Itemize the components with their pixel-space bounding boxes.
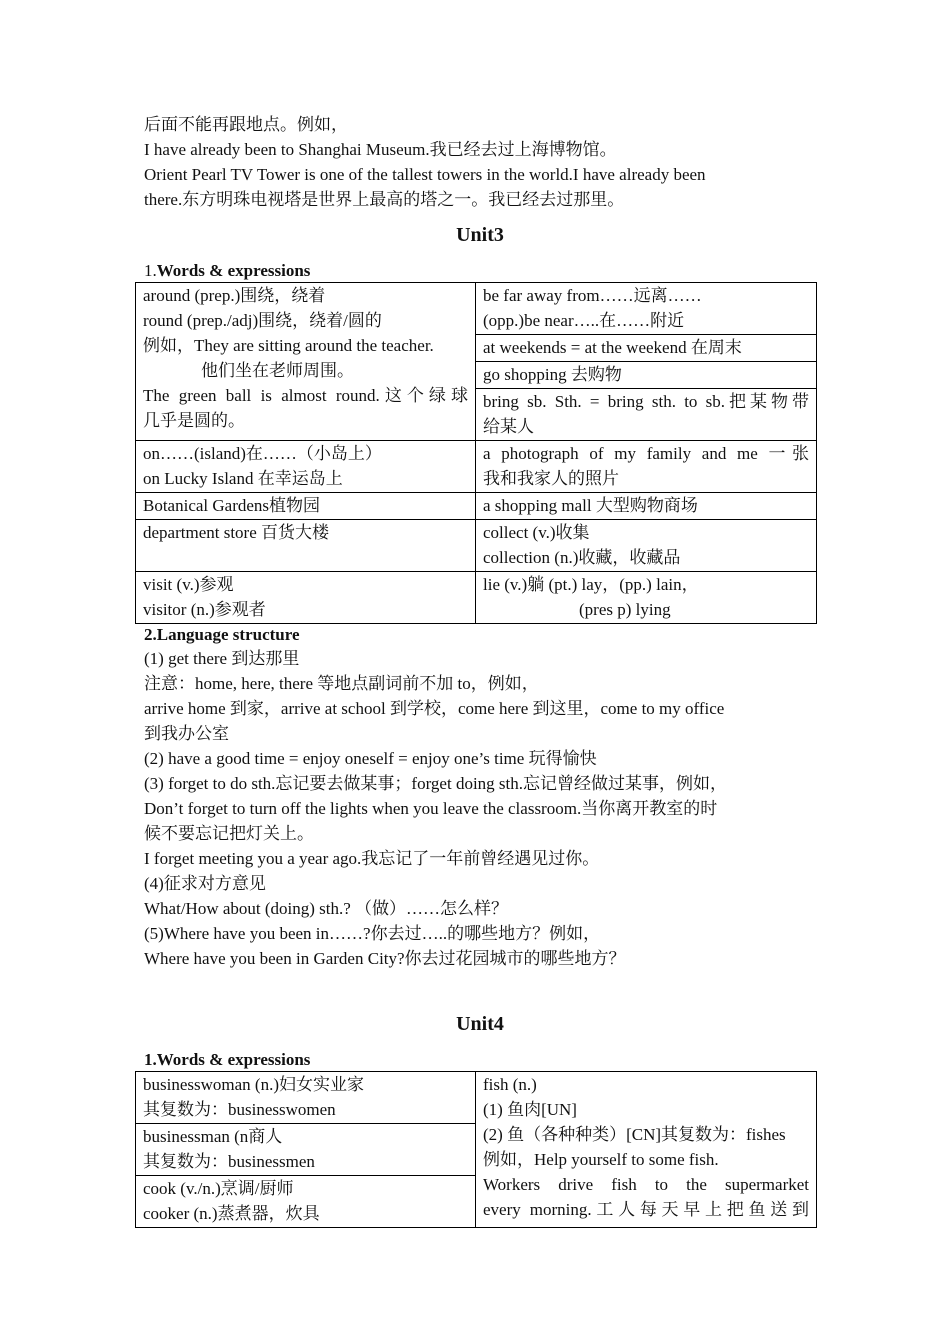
structure-line: What/How about (doing) sth.? （做）……怎么样？: [144, 899, 509, 918]
unit3-cell: [476, 441, 817, 493]
structure-line: I forget meeting you a year ago.我忘记了一年前曾经遇见过你。: [144, 849, 600, 868]
unit3-vocab-table: [135, 282, 817, 624]
unit4-cell: [136, 1072, 476, 1124]
unit3-structure-label-text: 2.Language structure: [144, 625, 300, 644]
unit3-title: Unit3: [456, 224, 504, 246]
unit3-cell: [476, 335, 817, 362]
unit3-cell: [476, 389, 817, 441]
cell-line: visitor (n.)参观者: [143, 600, 266, 619]
structure-line: 到我办公室: [144, 724, 229, 743]
cell-line: 其复数为：businessmen: [143, 1152, 315, 1171]
cell-line: Workers drive fish to the supermarket: [483, 1175, 809, 1194]
unit3-cell: [136, 572, 476, 624]
unit4-words-label: [144, 1049, 816, 1071]
cell-line: around (prep.)围绕，绕着: [143, 286, 326, 305]
cell-line: 我和我家人的照片: [483, 469, 619, 488]
cell-line: round (prep./adj)围绕，绕着/圆的: [143, 311, 382, 330]
structure-line: Don’t forget to turn off the lights when you leave the classroom.当你离开教室的时: [144, 799, 718, 818]
unit3-cell: [476, 283, 817, 335]
spacer: [144, 971, 816, 1001]
cell-line: 他们坐在老师周围。: [201, 361, 354, 380]
unit3-words-label-text: Words & expressions: [156, 261, 311, 280]
unit3-cell: [476, 493, 817, 520]
cell-line: 几乎是圆的。: [143, 411, 245, 430]
cell-line: 其复数为：businesswomen: [143, 1100, 336, 1119]
cell-line: department store 百货大楼: [143, 523, 330, 542]
structure-line: (2) have a good time = enjoy oneself = enjoy one’s time 玩得愉快: [144, 749, 597, 768]
cell-line: collect (v.)收集: [483, 523, 590, 542]
unit4-cell: [136, 1176, 476, 1228]
structure-line: (1) get there 到达那里: [144, 649, 300, 668]
cell-line: (2) 鱼（各种种类）[CN]其复数为：fishes: [483, 1125, 786, 1144]
unit3-cell: [476, 362, 817, 389]
structure-line: 候不要忘记把灯关上。: [144, 824, 314, 843]
cell-line: visit (v.)参观: [143, 575, 234, 594]
cell-line: go shopping 去购物: [483, 365, 622, 384]
structure-line: (4)征求对方意见: [144, 874, 266, 893]
cell-line: on Lucky Island 在幸运岛上: [143, 469, 343, 488]
cell-line: on……(island)在……（小岛上）: [143, 444, 382, 463]
unit4-cell: [476, 1072, 817, 1228]
unit3-cell: [136, 493, 476, 520]
cell-line: every morning.工人每天早上把鱼送到: [483, 1200, 809, 1219]
cell-line: 给某人: [483, 417, 534, 436]
intro-line: 后面不能再跟地点。例如，: [144, 115, 348, 134]
document-page: [144, 112, 816, 1228]
structure-line: (3) forget to do sth.忘记要去做某事；forget doing sth.忘记曾经做过某事，例如，: [144, 774, 728, 793]
cell-line: at weekends = at the weekend 在周末: [483, 338, 742, 357]
cell-line: collection (n.)收藏，收藏品: [483, 548, 681, 567]
unit4-cell: [136, 1124, 476, 1176]
unit4-words-label-text: 1.Words & expressions: [144, 1050, 311, 1069]
cell-line: 例如，Help yourself to some fish.: [483, 1150, 719, 1169]
structure-line: Where have you been in Garden City?你去过花园城市的哪些地方？: [144, 949, 626, 968]
unit3-cell: [136, 283, 476, 441]
unit3-words-label-num: 1.: [144, 261, 157, 280]
cell-line: cook (v./n.)烹调/厨师: [143, 1179, 294, 1198]
cell-line: a shopping mall 大型购物商场: [483, 496, 698, 515]
unit3-structure-label: [144, 624, 816, 646]
cell-line: businesswoman (n.)妇女实业家: [143, 1075, 364, 1094]
cell-line: be far away from……远离……: [483, 286, 702, 305]
intro-line: Orient Pearl TV Tower is one of the tallest towers in the world.I have already been: [144, 165, 706, 184]
unit3-cell: [476, 520, 817, 572]
structure-line: 注意：home, here, there 等地点副词前不加 to，例如，: [144, 674, 539, 693]
intro-line: there.东方明珠电视塔是世界上最高的塔之一。我已经去过那里。: [144, 190, 625, 209]
cell-line: 例如，They are sitting around the teacher.: [143, 336, 434, 355]
cell-line: Botanical Gardens植物园: [143, 496, 321, 515]
cell-line: (pres p) lying: [579, 600, 671, 619]
unit4-vocab-table: [135, 1071, 817, 1228]
cell-line: a photograph of my family and me 一张: [483, 444, 809, 463]
unit3-words-label: [144, 260, 816, 282]
structure-line: arrive home 到家，arrive at school 到学校，come here 到这里，come to my office: [144, 699, 725, 718]
cell-line: businessman (n商人: [143, 1127, 283, 1146]
unit4-title: Unit4: [456, 1013, 504, 1035]
cell-line: The green ball is almost round.这个绿球: [143, 386, 468, 405]
cell-line: (1) 鱼肉[UN]: [483, 1100, 577, 1119]
unit3-cell: [136, 441, 476, 493]
intro-line: I have already been to Shanghai Museum.我已经去过上海博物馆。: [144, 140, 617, 159]
cell-line: bring sb. Sth. = bring sth. to sb.把某物带: [483, 392, 809, 411]
cell-line: fish (n.): [483, 1075, 537, 1094]
cell-line: (opp.)be near…..在……附近: [483, 311, 685, 330]
cell-line: lie (v.)躺 (pt.) lay，(pp.) lain，: [483, 575, 699, 594]
unit3-cell: [136, 520, 476, 572]
cell-line: cooker (n.)蒸煮器，炊具: [143, 1204, 320, 1223]
structure-line: (5)Where have you been in……?你去过…..的哪些地方？例如，: [144, 924, 601, 943]
unit3-cell: [476, 572, 817, 624]
